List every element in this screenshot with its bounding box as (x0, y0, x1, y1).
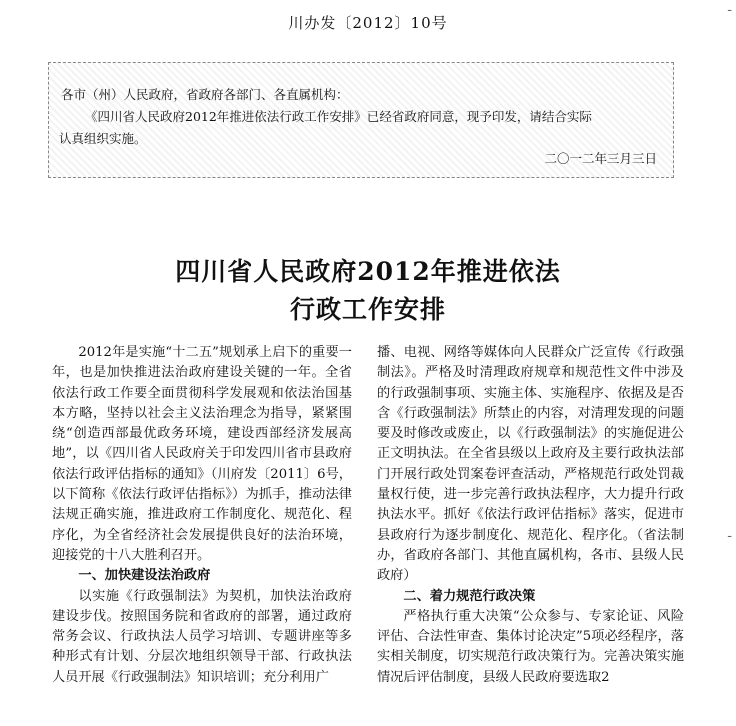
notice-box (48, 62, 674, 178)
margin-mark: - (727, 2, 732, 18)
document-title-line-1: 四川省人民政府2012年推进依法 (175, 257, 561, 286)
section-1-paragraph-continued: 播、电视、网络等媒体向人民群众广泛宣传《行政强制法》。严格及时清理政府规章和规范性文件中涉及的行政强制事项、实施主体、实施程序、依据及是否含《行政强制法》所禁止的内容，对清理发现的问题要及时修改或废止，以《行政强制法》的实施促进公正文明执法。在全省县级以上政府及主要行政执法部门开展行政处罚案卷评查活动，严格规范行政处罚裁量权行使，进一步完善行政执法程序，大力提升行政执法水平。抓好《依法行政评估指标》落实，促进市县政府行为逐步制度化、规范化、程序化。（省法制办，省政府各部门、其他直属机构，各市、县级人民政府） (377, 345, 684, 584)
intro-paragraph: 2012年是实施“十二五”规划承上启下的重要一年，也是加快推进法治政府建设关键的一年。全省依法行政工作要全面贯彻科学发展观和依法治国基本方略，坚持以社会主义法治理念为指导，紧紧围绕“创造西部最优政务环境，建设西部经济发展高地”，以《四川省人民政府关于印发四川省市县政府依法行政评估指标的通知》（川府发〔2011〕6号，以下简称《依法行政评估指标》）为抓手，推动法律法规正确实施，推进政府工作制度化、规范化、程序化，为全省经济社会发展提供良好的法治环境，迎接党的十八大胜利召开。 (52, 345, 352, 563)
left-column (52, 343, 352, 688)
right-column (377, 343, 684, 688)
notice-date: 二〇一二年三月三日 (544, 151, 657, 166)
document-title-line-2: 行政工作安排 (289, 295, 446, 324)
section-1-paragraph: 以实施《行政强制法》为契机，加快法治政府建设步伐。按照国务院和省政府的部署，通过政府常务会议、行政执法人员学习培训、专题讲座等多种形式有计划、分层次地组织领导干部、行政执法人员开展《行政强制法》知识培训；充分利用广 (52, 588, 352, 685)
document-number: 川办发〔2012〕10号 (288, 14, 448, 32)
section-heading-2: 二、着力规范行政决策 (403, 588, 536, 604)
notice-body-line-1: 《四川省人民政府2012年推进依法行政工作安排》已经省政府同意，现予印发，请结合实际 (85, 109, 592, 124)
section-heading-1: 一、加快建设法治政府 (78, 568, 211, 584)
notice-body-line-2: 认真组织实施。 (59, 131, 147, 146)
notice-addressee: 各市（州）人民政府，省政府各部门、各直属机构： (61, 87, 349, 102)
margin-mark: - (727, 528, 732, 544)
section-2-paragraph: 严格执行重大决策“公众参与、专家论证、风险评估、合法性审查、集体讨论决定”5项必经程序，落实相关制度，切实规范行政决策行为。完善决策实施情况后评估制度，县级人民政府要选取2 (377, 608, 684, 685)
